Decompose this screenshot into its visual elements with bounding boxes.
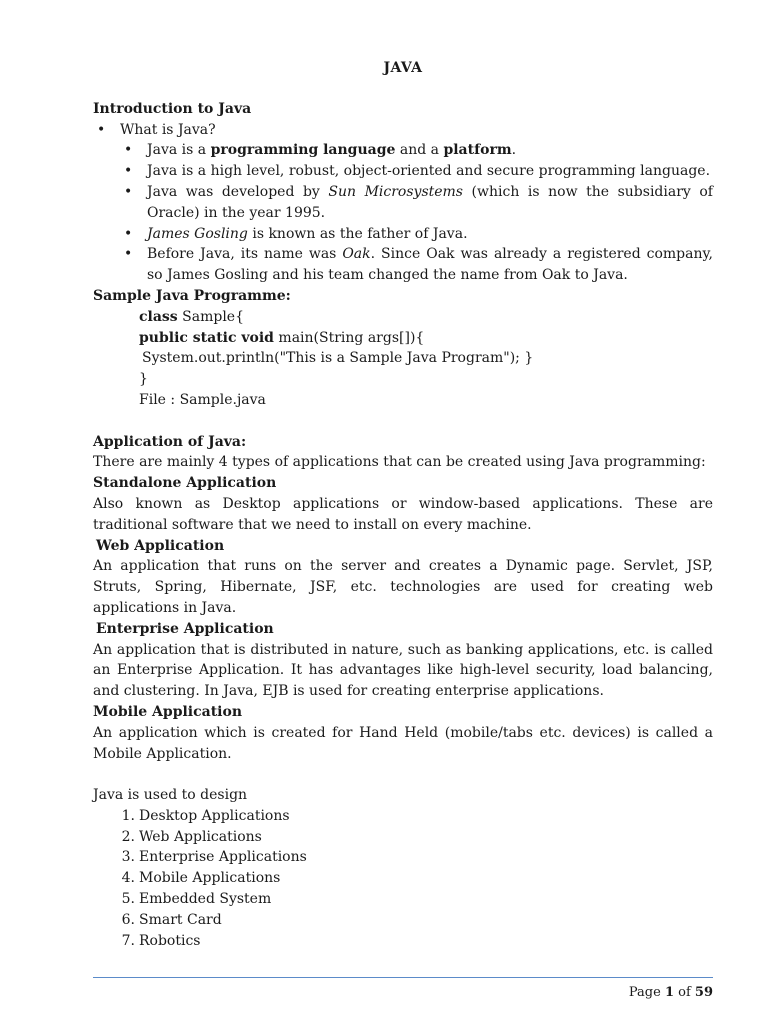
bullet-text: (which is now the subsidiary of Oracle) in the year 1995. <box>147 183 713 221</box>
uses-intro: Java is used to design <box>93 787 248 804</box>
list-item <box>93 224 713 245</box>
list-item <box>93 161 713 182</box>
bullet-text: is known as the father of Java. <box>247 225 468 242</box>
code-line <box>139 307 713 328</box>
mobile-heading: Mobile Application <box>93 703 243 720</box>
bullet-icon: • <box>124 163 133 180</box>
list-number: 2. <box>121 828 135 845</box>
code-line: System.out.println("This is a Sample Java Program"); } <box>142 350 534 367</box>
doc-title: JAVA <box>383 60 423 76</box>
page-total: 59 <box>694 985 713 1000</box>
list-number: 1. <box>121 807 135 824</box>
code-text: main(String args[]){ <box>273 329 425 346</box>
page-content <box>93 58 713 951</box>
list-item <box>93 120 713 141</box>
standalone-heading: Standalone Application <box>93 475 277 492</box>
code-keyword: class <box>139 308 178 325</box>
page-label: Page <box>628 985 665 1000</box>
bullet-bold-text: programming language <box>210 142 396 159</box>
bullet-icon: • <box>97 121 106 138</box>
list-label: Mobile Applications <box>139 870 281 887</box>
list-number: 7. <box>121 932 135 949</box>
bullet-text: . <box>511 142 517 159</box>
enterprise-heading: Enterprise Application <box>96 620 274 637</box>
list-item <box>93 182 713 224</box>
bullet-text: . Since Oak was already a registered company, so James Gosling and his team changed the name from Oak to Java. <box>147 246 713 284</box>
code-line: } <box>139 371 148 388</box>
code-keyword: public static void <box>139 329 274 346</box>
list-number: 6. <box>121 911 135 928</box>
spacer <box>93 411 713 432</box>
list-number: 3. <box>121 849 135 866</box>
list-item <box>93 910 713 931</box>
bullet-bold-text: platform <box>443 142 512 159</box>
web-heading: Web Application <box>96 537 225 554</box>
file-name: File : Sample.java <box>139 391 266 408</box>
web-text: An application that runs on the server and creates a Dynamic page. Servlet, JSP, Struts, Spring, Hibernate, JSF, etc. technologies are used for creating web applications in Java. <box>93 558 713 616</box>
list-label: Robotics <box>139 932 201 949</box>
bullet-text: and a <box>395 142 444 159</box>
page-current: 1 <box>664 985 674 1000</box>
bullet-icon: • <box>124 142 133 159</box>
list-label: Desktop Applications <box>139 807 290 824</box>
bullet-italic-text: Sun Microsystems <box>328 183 463 200</box>
list-item <box>93 847 713 868</box>
list-label: Smart Card <box>139 911 222 928</box>
list-item <box>93 827 713 848</box>
apps-intro: There are mainly 4 types of applications that can be created using Java programming: <box>93 454 706 471</box>
code-text: Sample{ <box>177 308 244 325</box>
list-item <box>93 140 713 161</box>
list-number: 5. <box>121 891 135 908</box>
bullet-icon: • <box>124 225 133 242</box>
code-line <box>139 328 713 349</box>
bullet-italic-text: Oak <box>342 246 371 263</box>
list-item <box>93 244 713 286</box>
list-label: Enterprise Applications <box>139 849 307 866</box>
bullet-italic-text: James Gosling <box>147 225 248 242</box>
standalone-text: Also known as Desktop applications or window-based applications. These are traditional software that we need to install on every machine. <box>93 495 713 533</box>
apps-heading: Application of Java: <box>93 433 247 450</box>
code-block <box>93 307 713 411</box>
intro-heading: Introduction to Java <box>93 100 252 117</box>
bullet-text: Java is a high level, robust, object-oriented and secure programming language. <box>147 163 711 180</box>
list-label: Embedded System <box>139 891 272 908</box>
page-of-label: of <box>674 985 695 1000</box>
list-item <box>93 931 713 952</box>
mobile-text: An application which is created for Hand Held (mobile/tabs etc. devices) is called a Mobile Application. <box>93 724 713 762</box>
bullet-icon: • <box>124 183 133 200</box>
sample-heading: Sample Java Programme: <box>93 287 291 304</box>
footer-rule <box>93 977 713 978</box>
bullet-icon: • <box>124 246 133 263</box>
bullet-text: Java was developed by <box>147 183 329 200</box>
list-item <box>93 806 713 827</box>
uses-list <box>93 806 713 952</box>
list-item <box>93 868 713 889</box>
spacer <box>93 764 713 785</box>
list-label: Web Applications <box>139 828 262 845</box>
list-item <box>93 889 713 910</box>
bullet-text: Before Java, its name was <box>147 246 343 263</box>
list-number: 4. <box>121 870 135 887</box>
bullet-text: Java is a <box>147 142 211 159</box>
intro-question: What is Java? <box>120 121 216 138</box>
page-number <box>629 985 713 1000</box>
enterprise-text: An application that is distributed in nature, such as banking applications, etc. is called an Enterprise Application. It has advantages like high-level security, load balancing, and clustering. In Java, EJB is used for creating enterprise applications. <box>93 641 713 700</box>
